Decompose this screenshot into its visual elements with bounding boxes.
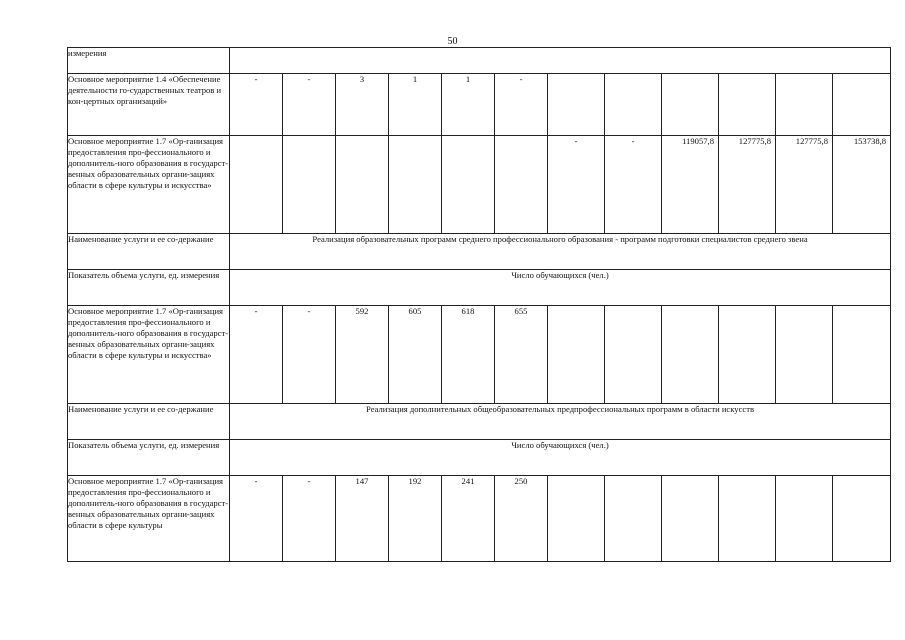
table-cell: 153738,8 [833, 136, 891, 234]
table-cell: - [283, 74, 336, 136]
table-cell: - [605, 136, 662, 234]
table-cell: - [230, 74, 283, 136]
table-cell: 3 [336, 74, 389, 136]
table-cell: - [230, 306, 283, 404]
table-cell [662, 476, 719, 562]
table-cell [662, 306, 719, 404]
table-row [68, 440, 891, 476]
table-cell [548, 306, 605, 404]
table-cell [719, 306, 776, 404]
table-cell [776, 74, 833, 136]
table-cell [776, 476, 833, 562]
table-cell: 241 [442, 476, 495, 562]
table-cell: 119057,8 [662, 136, 719, 234]
table-row [68, 234, 891, 270]
row-label: Наименование услуги и ее со-держание [68, 234, 230, 270]
table-cell [833, 306, 891, 404]
table-cell: 127775,8 [776, 136, 833, 234]
table-row [68, 136, 891, 234]
table-cell [389, 136, 442, 234]
table-cell: 655 [495, 306, 548, 404]
table-row [68, 74, 891, 136]
table-cell [495, 136, 548, 234]
table-row [68, 476, 891, 562]
row-label: Основное мероприятие 1.7 «Ор-ганизация предоставления про-фессионального и дополнитель-ного образования в государст-венных образовательных органи-зациях области в сфере культуры [68, 476, 230, 562]
table-cell [833, 476, 891, 562]
row-label: Показатель объема услуги, ед. измерения [68, 270, 230, 306]
table-cell [719, 476, 776, 562]
volume-indicator-cell: Число обучающихся (чел.) [230, 440, 891, 476]
report-table [67, 47, 891, 562]
table-cell: 147 [336, 476, 389, 562]
table-cell [283, 136, 336, 234]
table-cell: - [283, 476, 336, 562]
table-cell [230, 136, 283, 234]
row-label: Основное мероприятие 1.4 «Обеспечение деятельности го-сударственных театров и кон-цертных организаций» [68, 74, 230, 136]
row-label: измерения [68, 48, 230, 74]
table-row [68, 270, 891, 306]
table-cell [662, 74, 719, 136]
table-cell: 1 [442, 74, 495, 136]
table-cell [442, 136, 495, 234]
table-cell [548, 74, 605, 136]
table-cell: - [548, 136, 605, 234]
table-cell: - [495, 74, 548, 136]
table-cell [548, 476, 605, 562]
table-cell [605, 476, 662, 562]
table-cell [833, 74, 891, 136]
page-number: 50 [447, 36, 458, 47]
volume-indicator-cell: Число обучающихся (чел.) [230, 270, 891, 306]
table-cell: 605 [389, 306, 442, 404]
service-name-cell: Реализация дополнительных общеобразовательных предпрофессиональных программ в области искусств [230, 404, 891, 440]
service-name-cell: Реализация образовательных программ среднего профессионального образования - программ подготовки специалистов среднего звена [230, 234, 891, 270]
row-label: Основное мероприятие 1.7 «Ор-ганизация предоставления про-фессионального и дополнитель-ного образования в государст-венных образовательных органи-зациях области в сфере культуры и искусства» [68, 306, 230, 404]
table-cell: 192 [389, 476, 442, 562]
table-row [68, 306, 891, 404]
table-cell [776, 306, 833, 404]
table-cell: 618 [442, 306, 495, 404]
row-label: Основное мероприятие 1.7 «Ор-ганизация предоставления про-фессионального и дополнитель-ного образования в государст-венных образовательных органи-зациях области в сфере культуры и искусства» [68, 136, 230, 234]
table-cell: 250 [495, 476, 548, 562]
table-row [68, 48, 891, 74]
table-cell: 127775,8 [719, 136, 776, 234]
table-cell: - [230, 476, 283, 562]
row-label: Наименование услуги и ее со-держание [68, 404, 230, 440]
row-span-cell [230, 48, 891, 74]
table-cell [719, 74, 776, 136]
table-cell: 592 [336, 306, 389, 404]
table-cell: 1 [389, 74, 442, 136]
table-cell [605, 74, 662, 136]
table-cell [605, 306, 662, 404]
table-cell [336, 136, 389, 234]
row-label: Показатель объема услуги, ед. измерения [68, 440, 230, 476]
table-row [68, 404, 891, 440]
table-cell: - [283, 306, 336, 404]
